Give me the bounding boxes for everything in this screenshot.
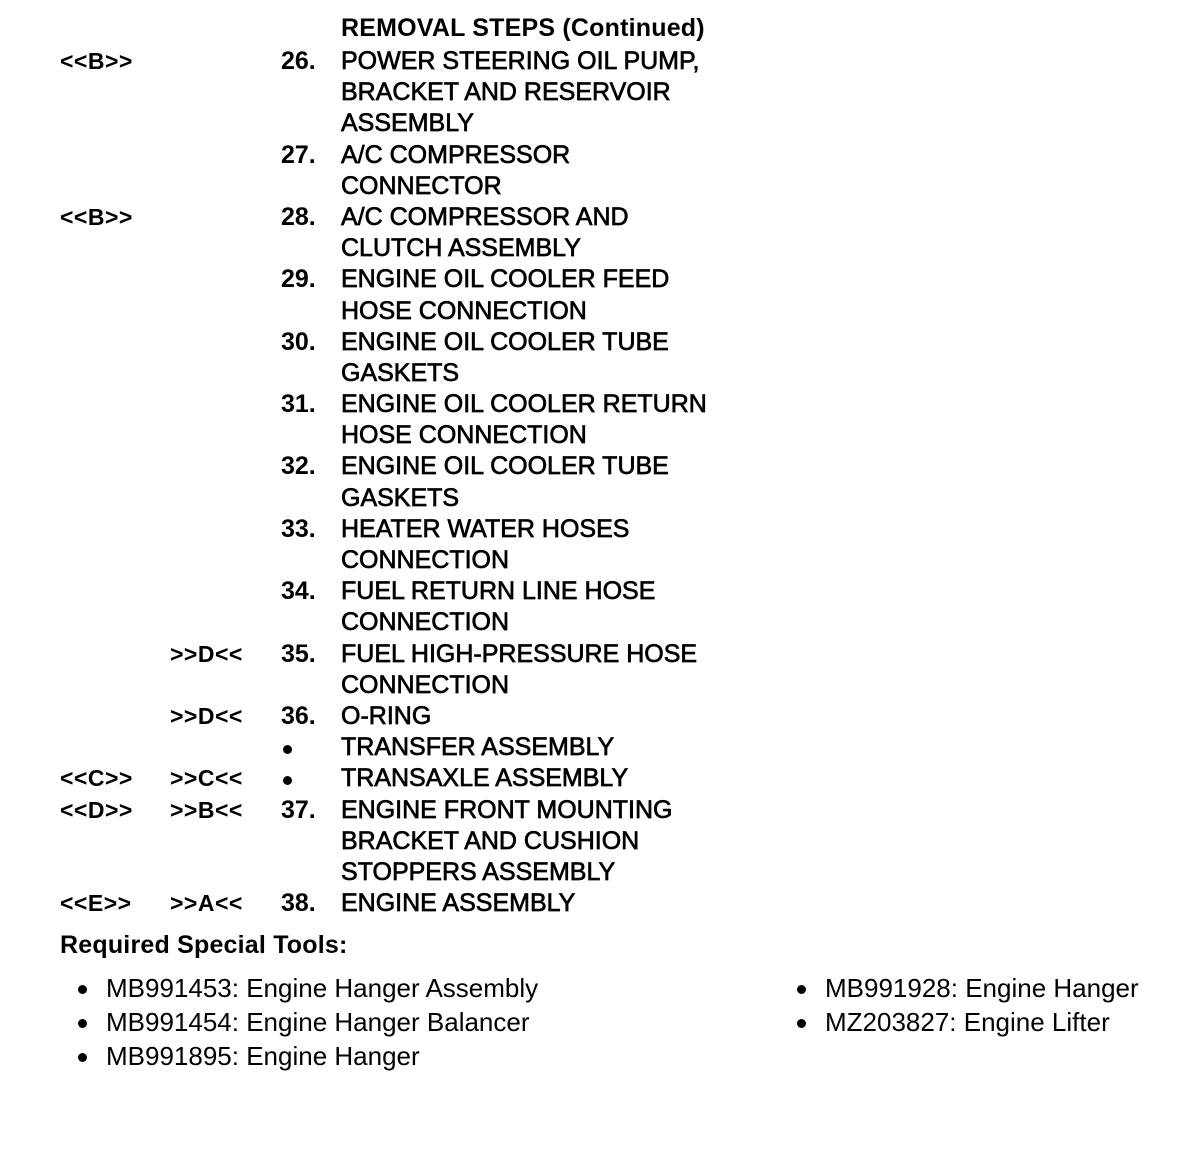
tools-list-right bbox=[795, 971, 1139, 1039]
step-description-line: ENGINE OIL COOLER TUBE bbox=[341, 452, 669, 481]
step-row bbox=[0, 576, 800, 638]
step-description bbox=[341, 576, 800, 638]
step-row bbox=[0, 327, 800, 389]
step-description-line: CLUTCH ASSEMBLY bbox=[341, 234, 581, 263]
tool-item bbox=[76, 971, 538, 1005]
procedure-ref-left: <<B>> bbox=[60, 48, 133, 74]
step-row bbox=[0, 140, 800, 202]
step-number: 38. bbox=[281, 889, 316, 918]
step-description bbox=[341, 202, 800, 264]
step-description-line: TRANSFER ASSEMBLY bbox=[341, 733, 615, 762]
procedure-ref-left: <<E>> bbox=[60, 890, 132, 917]
procedure-ref-right: >>D<< bbox=[170, 640, 243, 667]
step-description bbox=[341, 639, 800, 701]
step-number: 37. bbox=[281, 795, 316, 824]
step-description bbox=[341, 140, 800, 202]
step-description-line: TRANSAXLE ASSEMBLY bbox=[341, 764, 629, 793]
tool-item bbox=[76, 1005, 538, 1039]
step-description-line: ENGINE OIL COOLER RETURN bbox=[341, 390, 707, 419]
step-number: 35. bbox=[281, 639, 316, 668]
step-description-line: ENGINE FRONT MOUNTING bbox=[341, 795, 673, 824]
step-description-line: POWER STEERING OIL PUMP, bbox=[341, 47, 700, 75]
step-description bbox=[341, 732, 800, 763]
step-description-line: ASSEMBLY bbox=[341, 109, 474, 138]
step-description-line: ENGINE ASSEMBLY bbox=[341, 889, 576, 918]
step-row bbox=[0, 389, 800, 451]
step-description-line: A/C COMPRESSOR bbox=[341, 140, 571, 169]
bullet-icon bbox=[283, 745, 292, 754]
tools-list-left bbox=[76, 971, 538, 1073]
step-description-line: ENGINE OIL COOLER FEED bbox=[341, 265, 670, 294]
step-description bbox=[341, 701, 800, 732]
procedure-ref-left: <<C>> bbox=[60, 765, 133, 792]
step-description-line: BRACKET AND RESERVOIR bbox=[341, 78, 671, 107]
step-description-line: HOSE CONNECTION bbox=[341, 296, 587, 325]
procedure-ref-right: >>B<< bbox=[170, 796, 243, 823]
step-number: 33. bbox=[281, 514, 316, 543]
step-description-line: ENGINE OIL COOLER TUBE bbox=[341, 327, 669, 356]
step-number: 34. bbox=[281, 577, 316, 606]
tool-label: MB991454: Engine Hanger Balancer bbox=[106, 1007, 530, 1037]
step-description bbox=[341, 451, 800, 513]
bullet-icon bbox=[78, 1053, 87, 1062]
tool-label: MB991453: Engine Hanger Assembly bbox=[106, 973, 539, 1003]
step-description-line: CONNECTOR bbox=[341, 171, 502, 200]
step-description bbox=[341, 264, 800, 326]
step-number: 30. bbox=[281, 327, 316, 356]
step-description-line: CONNECTION bbox=[341, 608, 510, 637]
step-description bbox=[341, 763, 800, 794]
tool-label: MB991928: Engine Hanger bbox=[825, 973, 1139, 1003]
step-row bbox=[0, 888, 800, 919]
removal-steps-list bbox=[0, 46, 800, 919]
procedure-ref-right: >>C<< bbox=[170, 765, 243, 792]
step-description-line: HEATER WATER HOSES bbox=[341, 514, 630, 543]
step-description bbox=[341, 514, 800, 576]
step-row bbox=[0, 763, 800, 794]
tool-item bbox=[76, 1039, 538, 1073]
tool-item bbox=[795, 971, 1139, 1005]
step-description-line: CONNECTION bbox=[341, 670, 510, 699]
step-description-line: A/C COMPRESSOR AND bbox=[341, 202, 629, 231]
bullet-icon bbox=[797, 985, 806, 994]
step-row bbox=[0, 451, 800, 513]
step-description-line: O-RING bbox=[341, 701, 432, 730]
step-row bbox=[0, 639, 800, 701]
tools-title: Required Special Tools: bbox=[60, 931, 348, 959]
tool-item bbox=[795, 1005, 1139, 1039]
bullet-icon bbox=[78, 1019, 87, 1028]
step-row bbox=[0, 46, 800, 140]
step-description bbox=[341, 795, 800, 889]
step-number: 31. bbox=[281, 390, 316, 419]
procedure-ref-left: <<B>> bbox=[60, 203, 133, 230]
step-number: 32. bbox=[281, 452, 316, 481]
step-description-line: BRACKET AND CUSHION bbox=[341, 826, 640, 855]
procedure-ref-left: <<D>> bbox=[60, 796, 133, 823]
step-number: 36. bbox=[281, 701, 316, 730]
step-number: 26. bbox=[281, 47, 316, 75]
tool-label: MZ203827: Engine Lifter bbox=[825, 1007, 1110, 1037]
step-description bbox=[341, 46, 800, 140]
bullet-icon bbox=[78, 985, 87, 994]
step-description-line: CONNECTION bbox=[341, 546, 510, 574]
step-number: 28. bbox=[281, 202, 316, 231]
step-number: 27. bbox=[281, 140, 316, 169]
tool-label: MB991895: Engine Hanger bbox=[106, 1041, 420, 1071]
procedure-ref-right: >>A<< bbox=[170, 890, 243, 917]
step-row bbox=[0, 514, 800, 576]
step-row bbox=[0, 264, 800, 326]
step-row bbox=[0, 795, 800, 889]
step-row bbox=[0, 732, 800, 763]
section-heading: REMOVAL STEPS (Continued) bbox=[341, 14, 705, 42]
step-row bbox=[0, 701, 800, 732]
step-description-line: FUEL HIGH-PRESSURE HOSE bbox=[341, 639, 698, 668]
step-description-line: GASKETS bbox=[341, 483, 460, 512]
step-description bbox=[341, 389, 800, 451]
step-description bbox=[341, 888, 800, 919]
step-description-line: FUEL RETURN LINE HOSE bbox=[341, 577, 656, 606]
bullet-icon bbox=[797, 1019, 806, 1028]
procedure-ref-right: >>D<< bbox=[170, 702, 243, 729]
step-number: 29. bbox=[281, 265, 316, 294]
step-row bbox=[0, 202, 800, 264]
step-description bbox=[341, 327, 800, 389]
step-description-line: STOPPERS ASSEMBLY bbox=[341, 857, 616, 886]
bullet-icon bbox=[283, 776, 292, 785]
step-description-line: HOSE CONNECTION bbox=[341, 421, 587, 450]
step-description-line: GASKETS bbox=[341, 358, 460, 387]
